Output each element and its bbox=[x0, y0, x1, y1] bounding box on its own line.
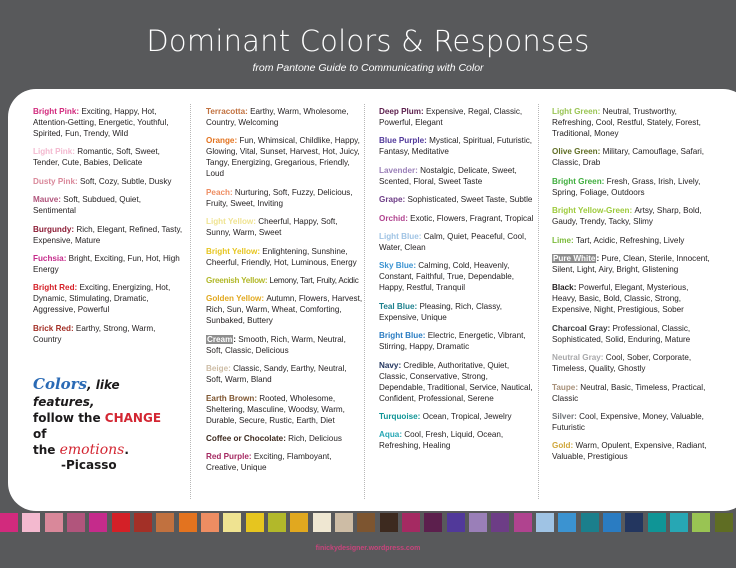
color-swatch bbox=[134, 513, 152, 532]
color-description: Rooted, Wholesome, Sheltering, Masculine, Woodsy, Warm, Durable, Secure, Rustic, Earth, Diet bbox=[206, 393, 345, 425]
color-entry: Dusty Pink: Soft, Cozy, Subtle, Dusky bbox=[33, 176, 172, 186]
color-name: Beige bbox=[206, 364, 229, 374]
color-description: Classic, Sandy, Earthy, Neutral, Soft, Warm, Bland bbox=[206, 364, 347, 385]
color-name: Bright Yellow-Green bbox=[552, 206, 630, 216]
color-entry: Deep Plum: Expensive, Regal, Classic, Powerful, Elegant bbox=[379, 107, 523, 127]
color-description: Cool, Fresh, Liquid, Ocean, Refreshing, Healing bbox=[379, 430, 504, 451]
color-description: Exciting, Energizing, Hot, Dynamic, Stimulating, Dramatic, Aggressive, Powerful bbox=[33, 283, 171, 315]
color-description: Exciting, Happy, Hot, Attention-Getting, Energetic, Youthful, Spirited, Fun, Trendy, Wild bbox=[33, 107, 169, 138]
color-description: Credible, Authoritative, Quiet, Classic, Conservative, Strong, Dependable, Traditional, Service, Nautical, Confident, Professional, Serene bbox=[379, 360, 533, 403]
color-entry: Brick Red: Earthy, Strong, Warm, Country bbox=[33, 323, 156, 344]
color-name: Burgundy bbox=[33, 224, 72, 234]
color-swatch bbox=[603, 513, 621, 532]
color-entry: Light Green: Neutral, Trustworthy, Refreshing, Cool, Restful, Stately, Forest, Traditional, Money bbox=[552, 107, 701, 138]
color-name: Bright Pink bbox=[33, 107, 77, 116]
color-name: Orchid bbox=[379, 213, 406, 223]
color-description: Pleasing, Rich, Classy, Expensive, Unique bbox=[379, 301, 502, 322]
color-description: Nostalgic, Delicate, Sweet, Scented, Floral, Sweet Taste bbox=[379, 165, 517, 186]
color-entry: Cream: Smooth, Rich, Warm, Neutral, Soft, Classic, Delicious bbox=[206, 334, 346, 355]
color-entry: Light Yellow: Cheerful, Happy, Soft, Sunny, Warm, Sweet bbox=[206, 217, 338, 238]
color-description: Enlightening, Sunshine, Cheerful, Friendly, Hot, Luminous, Energy bbox=[206, 246, 357, 267]
footer-url: finickydesigner.wordpress.com bbox=[315, 545, 421, 552]
color-column-3 bbox=[379, 106, 535, 459]
color-swatch bbox=[246, 513, 264, 532]
color-entry: Bright Green: Fresh, Grass, Irish, Lively, Spring, Foliage, Outdoors bbox=[552, 176, 701, 197]
color-swatch bbox=[625, 513, 643, 532]
color-description: Fresh, Grass, Irish, Lively, Spring, Foliage, Outdoors bbox=[552, 176, 701, 197]
color-name: Light Pink bbox=[33, 147, 73, 157]
color-swatch bbox=[268, 513, 286, 532]
color-entry: Gold: Warm, Opulent, Expensive, Radiant, Valuable, Prestigious bbox=[552, 441, 707, 462]
color-entry: Grape: Sophisticated, Sweet Taste, Subtle bbox=[379, 195, 533, 205]
color-description: Warm, Opulent, Expensive, Radiant, Valuable, Prestigious bbox=[552, 441, 707, 462]
color-name: Grape bbox=[379, 195, 403, 205]
color-description: Tart, Acidic, Refreshing, Lively bbox=[575, 235, 685, 245]
color-name: Black bbox=[552, 283, 574, 293]
color-name: Brick Red bbox=[33, 323, 71, 333]
quote-word-change: CHANGE bbox=[104, 411, 162, 425]
color-name: Bright Yellow bbox=[206, 246, 258, 256]
color-description: Earthy, Strong, Warm, Country bbox=[33, 323, 156, 344]
color-name: Light Green bbox=[552, 107, 598, 116]
color-entry: Lime: Tart, Acidic, Refreshing, Lively bbox=[552, 235, 685, 245]
color-entry: Aqua: Cool, Fresh, Liquid, Ocean, Refreshing, Healing bbox=[379, 430, 504, 451]
color-name: Sky Blue bbox=[379, 261, 414, 271]
color-swatch bbox=[447, 513, 465, 532]
color-description: Nurturing, Soft, Fuzzy, Delicious, Fruity, Sweet, Inviting bbox=[206, 187, 353, 208]
color-entry: Golden Yellow: Autumn, Flowers, Harvest, Rich, Sun, Warm, Wheat, Comforting, Sunbaked, Buttery bbox=[206, 294, 363, 326]
color-description: Neutral, Basic, Timeless, Practical, Classic bbox=[552, 382, 706, 403]
color-entry: Black: Powerful, Elegant, Mysterious, Heavy, Basic, Bold, Classic, Strong, Expensive, Night, Prestigious, Sober bbox=[552, 283, 689, 315]
quote-the: the bbox=[33, 443, 56, 457]
color-description: Cheerful, Happy, Soft, Sunny, Warm, Sweet bbox=[206, 217, 338, 238]
color-name: Bright Red bbox=[33, 283, 75, 293]
color-entry: Lavender: Nostalgic, Delicate, Sweet, Scented, Floral, Sweet Taste bbox=[379, 165, 517, 186]
color-swatch bbox=[156, 513, 174, 532]
picasso-quote bbox=[33, 376, 168, 472]
color-name: Turquoise bbox=[379, 411, 418, 421]
color-entry: Sky Blue: Calming, Cold, Heavenly, Constant, Faithful, True, Dependable, Happy, Restful, Tranquil bbox=[379, 261, 515, 293]
color-entry: Light Blue: Calm, Quiet, Peaceful, Cool, Water, Clean bbox=[379, 231, 527, 252]
color-entry: Navy: Credible, Authoritative, Quiet, Classic, Conservative, Strong, Dependable, Traditional, Service, Nautical, Confident, Professional, Serene bbox=[379, 360, 533, 403]
color-name: Lime bbox=[552, 235, 571, 245]
color-name: Gold bbox=[552, 441, 571, 451]
color-description: Mystical, Spiritual, Futuristic, Fantasy, Meditative bbox=[379, 136, 533, 157]
color-entry: Bright Yellow-Green: Artsy, Sharp, Bold, Gaudy, Trendy, Tacky, Slimy bbox=[552, 206, 702, 227]
color-name: Charcoal Gray bbox=[552, 323, 608, 333]
color-swatch bbox=[469, 513, 487, 532]
color-description: Fun, Whimsical, Childlike, Happy, Glowing, Vital, Sunset, Harvest, Hot, Juicy, Tangy, Energizing, Gregarious, Friendly, Loud bbox=[206, 136, 360, 179]
color-description: Ocean, Tropical, Jewelry bbox=[422, 411, 512, 421]
color-description: Military, Camouflage, Safari, Classic, Drab bbox=[552, 147, 705, 168]
color-swatch bbox=[514, 513, 532, 532]
color-entry: Blue Purple: Mystical, Spiritual, Futuristic, Fantasy, Meditative bbox=[379, 136, 533, 157]
color-name: Light Blue bbox=[379, 231, 419, 241]
color-entry: Bright Yellow: Enlightening, Sunshine, Cheerful, Friendly, Hot, Luminous, Energy bbox=[206, 246, 357, 267]
color-description: Smooth, Rich, Warm, Neutral, Soft, Classic, Delicious bbox=[206, 334, 346, 355]
quote-like-features: like features, bbox=[33, 378, 120, 409]
color-description: Cool, Sober, Corporate, Timeless, Quality, Ghostly bbox=[552, 353, 692, 374]
color-swatch bbox=[357, 513, 375, 532]
color-swatch bbox=[22, 513, 40, 532]
quote-line-1 bbox=[33, 376, 168, 410]
quote-line-2 bbox=[33, 410, 168, 442]
color-name: Aqua bbox=[379, 430, 400, 440]
color-entry: Fuchsia: Bright, Exciting, Fun, Hot, High Energy bbox=[33, 253, 180, 274]
color-name: Deep Plum bbox=[379, 107, 421, 116]
color-entry: Mauve: Soft, Subdued, Quiet, Sentimental bbox=[33, 195, 141, 216]
color-description: Calm, Quiet, Peaceful, Cool, Water, Clean bbox=[379, 231, 527, 252]
quote-comma: , bbox=[87, 378, 92, 392]
color-entry: Orchid: Exotic, Flowers, Fragrant, Tropical bbox=[379, 213, 534, 223]
color-entry: Turquoise: Ocean, Tropical, Jewelry bbox=[379, 411, 512, 421]
color-name: Teal Blue bbox=[379, 301, 415, 311]
color-name: Cream bbox=[207, 334, 233, 344]
color-swatch bbox=[335, 513, 353, 532]
color-swatch bbox=[536, 513, 554, 532]
quote-author: -Picasso bbox=[61, 458, 117, 472]
quote-of: of bbox=[33, 427, 47, 441]
color-swatch bbox=[179, 513, 197, 532]
color-swatch bbox=[670, 513, 688, 532]
color-swatch bbox=[715, 513, 733, 532]
color-column-1 bbox=[33, 106, 183, 352]
color-swatch bbox=[491, 513, 509, 532]
color-swatch bbox=[402, 513, 420, 532]
quote-period: . bbox=[124, 443, 129, 457]
color-entry: Orange: Fun, Whimsical, Childlike, Happy, Glowing, Vital, Sunset, Harvest, Hot, Juicy, Tangy, Energizing, Gregarious, Friendly, Loud bbox=[206, 136, 360, 179]
color-swatch bbox=[648, 513, 666, 532]
color-swatch bbox=[581, 513, 599, 532]
color-entry: Olive Green: Military, Camouflage, Safari, Classic, Drab bbox=[552, 147, 705, 168]
color-description: Exciting, Flamboyant, Creative, Unique bbox=[206, 452, 332, 473]
color-description: Exotic, Flowers, Fragrant, Tropical bbox=[410, 213, 534, 223]
color-swatch bbox=[692, 513, 710, 532]
color-description: Pure, Clean, Sterile, Innocent, Silent, Light, Airy, Bright, Glistening bbox=[552, 253, 710, 274]
color-entry: Neutral Gray: Cool, Sober, Corporate, Timeless, Quality, Ghostly bbox=[552, 353, 692, 374]
color-entry: Silver: Cool, Expensive, Money, Valuable, Futuristic bbox=[552, 411, 704, 432]
color-name: Dusty Pink bbox=[33, 176, 75, 186]
color-entry: Beige: Classic, Sandy, Earthy, Neutral, Soft, Warm, Bland bbox=[206, 364, 347, 385]
column-divider bbox=[364, 104, 365, 499]
color-description: Rich, Elegant, Refined, Tasty, Expensive, Mature bbox=[33, 224, 183, 245]
color-name: Earth Brown bbox=[206, 393, 255, 403]
color-description: Lemony, Tart, Fruity, Acidic bbox=[269, 275, 359, 285]
color-name: Silver bbox=[552, 411, 575, 421]
color-name: Peach bbox=[206, 187, 230, 197]
color-description: Rich, Delicious bbox=[288, 433, 342, 443]
page-title: Dominant Colors & Responses bbox=[146, 24, 590, 58]
color-name: Pure White bbox=[553, 253, 596, 263]
color-description: Romantic, Soft, Sweet, Tender, Cute, Babies, Delicate bbox=[33, 147, 160, 168]
color-swatch-strip bbox=[0, 513, 736, 533]
color-swatch bbox=[313, 513, 331, 532]
color-description: Soft, Subdued, Quiet, Sentimental bbox=[33, 195, 141, 216]
quote-word-emotions: emotions bbox=[59, 442, 125, 458]
color-entry: Bright Red: Exciting, Energizing, Hot, Dynamic, Stimulating, Dramatic, Aggressive, Powerful bbox=[33, 283, 171, 315]
color-description: Sophisticated, Sweet Taste, Subtle bbox=[407, 195, 533, 205]
color-swatch bbox=[201, 513, 219, 532]
page-subtitle: from Pantone Guide to Communicating with Color bbox=[252, 62, 484, 74]
color-name: Olive Green bbox=[552, 147, 598, 157]
color-swatch bbox=[67, 513, 85, 532]
color-name: Orange bbox=[206, 136, 235, 146]
color-swatch bbox=[45, 513, 63, 532]
color-entry: Teal Blue: Pleasing, Rich, Classy, Expensive, Unique bbox=[379, 301, 502, 322]
color-swatch bbox=[558, 513, 576, 532]
color-description: Neutral, Trustworthy, Refreshing, Cool, Restful, Stately, Forest, Traditional, Money bbox=[552, 107, 701, 138]
color-entry: Bright Blue: Electric, Energetic, Vibrant, Stirring, Happy, Dramatic bbox=[379, 331, 526, 352]
color-name: Golden Yellow bbox=[206, 294, 262, 304]
color-name: Neutral Gray bbox=[552, 353, 601, 363]
color-entry: Burgundy: Rich, Elegant, Refined, Tasty, Expensive, Mature bbox=[33, 224, 183, 245]
color-swatch bbox=[0, 513, 18, 532]
color-entry: Peach: Nurturing, Soft, Fuzzy, Delicious, Fruity, Sweet, Inviting bbox=[206, 187, 353, 208]
color-name: Lavender bbox=[379, 165, 416, 175]
color-description: Cool, Expensive, Money, Valuable, Futuristic bbox=[552, 411, 704, 432]
color-name: Mauve bbox=[33, 195, 59, 205]
column-divider bbox=[190, 104, 191, 499]
color-swatch bbox=[290, 513, 308, 532]
color-name: Fuchsia bbox=[33, 253, 64, 263]
color-entry: Coffee or Chocolate: Rich, Delicious bbox=[206, 433, 342, 443]
color-description: Calming, Cold, Heavenly, Constant, Faithful, True, Dependable, Happy, Restful, Tranquil bbox=[379, 261, 515, 293]
color-description: Soft, Cozy, Subtle, Dusky bbox=[79, 176, 172, 186]
color-column-2 bbox=[206, 106, 364, 481]
color-name: Red Purple bbox=[206, 452, 249, 462]
color-swatch bbox=[424, 513, 442, 532]
color-entry: Terracotta: Earthy, Warm, Wholesome, Country, Welcoming bbox=[206, 107, 349, 127]
color-description: Professional, Classic, Sophisticated, Solid, Enduring, Mature bbox=[552, 323, 691, 344]
color-column-4 bbox=[552, 106, 712, 470]
color-description: Bright, Exciting, Fun, Hot, High Energy bbox=[33, 253, 180, 274]
color-name: Bright Green bbox=[552, 176, 602, 186]
color-description: Powerful, Elegant, Mysterious, Heavy, Basic, Bold, Classic, Strong, Expensive, Night, Prestigious, Sober bbox=[552, 283, 689, 315]
color-entry: Greenish Yellow: Lemony, Tart, Fruity, Acidic bbox=[206, 275, 359, 285]
color-name: Terracotta bbox=[206, 107, 246, 116]
column-divider bbox=[538, 104, 539, 499]
color-description: Electric, Energetic, Vibrant, Stirring, Happy, Dramatic bbox=[379, 331, 526, 352]
color-swatch bbox=[380, 513, 398, 532]
color-description: Autumn, Flowers, Harvest, Rich, Sun, Warm, Wheat, Comforting, Sunbaked, Buttery bbox=[206, 294, 363, 326]
color-swatch bbox=[112, 513, 130, 532]
color-name: Taupe bbox=[552, 382, 576, 392]
color-name: Coffee or Chocolate bbox=[206, 433, 284, 443]
color-name: Light Yellow bbox=[206, 217, 254, 227]
color-description: Earthy, Warm, Wholesome, Country, Welcoming bbox=[206, 107, 349, 127]
color-name: Navy bbox=[379, 360, 399, 370]
color-entry: Bright Pink: Exciting, Happy, Hot, Attention-Getting, Energetic, Youthful, Spirited, Fun, Trendy, Wild bbox=[33, 107, 169, 138]
color-swatch bbox=[223, 513, 241, 532]
color-entry: Taupe: Neutral, Basic, Timeless, Practical, Classic bbox=[552, 382, 706, 403]
quote-line-3 bbox=[33, 442, 168, 458]
color-description: Artsy, Sharp, Bold, Gaudy, Trendy, Tacky, Slimy bbox=[552, 206, 702, 227]
quote-follow-the: follow the bbox=[33, 411, 105, 425]
color-entry: Light Pink: Romantic, Soft, Sweet, Tender, Cute, Babies, Delicate bbox=[33, 147, 160, 168]
color-entry: Red Purple: Exciting, Flamboyant, Creative, Unique bbox=[206, 452, 332, 473]
color-swatch bbox=[89, 513, 107, 532]
color-entry: Earth Brown: Rooted, Wholesome, Sheltering, Masculine, Woodsy, Warm, Durable, Secure, Rustic, Earth, Diet bbox=[206, 393, 345, 425]
color-entry: Pure White: Pure, Clean, Sterile, Innocent, Silent, Light, Airy, Bright, Glistening bbox=[552, 253, 710, 274]
quote-word-colors: Colors bbox=[33, 375, 87, 393]
color-name: Bright Blue bbox=[379, 331, 423, 341]
color-description: Expensive, Regal, Classic, Powerful, Elegant bbox=[379, 107, 523, 127]
color-name: Greenish Yellow bbox=[206, 275, 265, 285]
color-name: Blue Purple bbox=[379, 136, 425, 146]
color-entry: Charcoal Gray: Professional, Classic, Sophisticated, Solid, Enduring, Mature bbox=[552, 323, 691, 344]
